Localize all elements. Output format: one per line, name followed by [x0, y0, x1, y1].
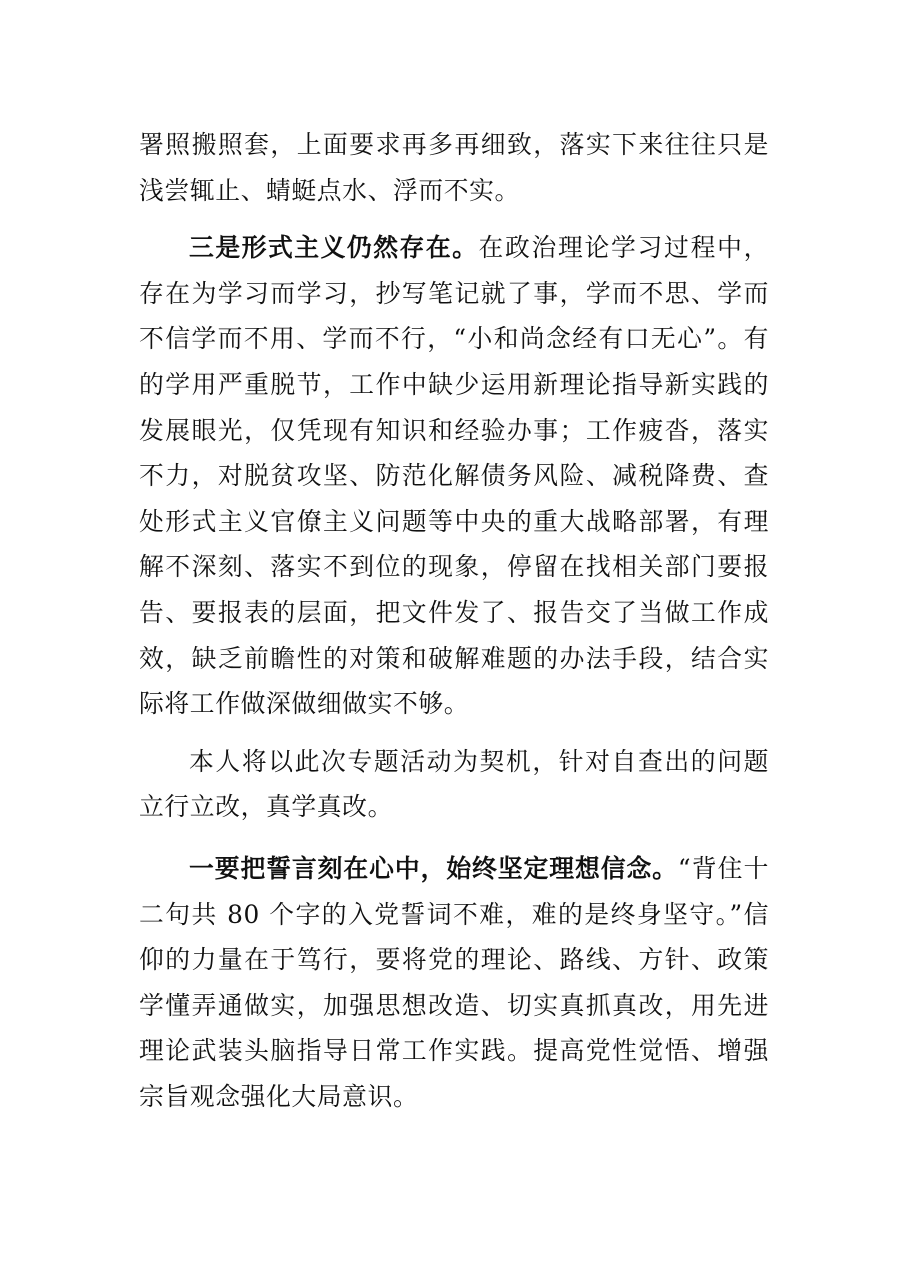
document-body	[139, 122, 769, 1119]
paragraph-heading: 一要把誓言刻在心中，始终坚定理想信念。	[189, 853, 678, 883]
paragraph-text: 在政治理论学习过程中，存在为学习而学习，抄写笔记就了事，学而不思、学而不信学而不用、学而不行，“小和尚念经有口无心”。有的学用严重脱节，工作中缺少运用新理论指导新实践的发展眼光，仅凭现有知识和经验办事；工作疲沓，落实不力，对脱贫攻坚、防范化解债务风险、减税降费、查处形式主义官僚主义问题等中央的重大战略部署，有理解不深刻、落实不到位的现象，停留在找相关部门要报告、要报表的层面，把文件发了、报告交了当做工作成效，缺乏前瞻性的对策和破解难题的办法手段，结合实际将工作做深做细做实不够。	[139, 233, 769, 719]
paragraph-continuation	[139, 122, 769, 213]
paragraph-text: 本人将以此次专题活动为契机，针对自查出的问题立行立改，真学真改。	[139, 746, 769, 822]
paragraph-heading: 三是形式主义仍然存在。	[189, 233, 479, 263]
paragraph-formalism	[139, 225, 769, 727]
paragraph-oath	[139, 846, 769, 1120]
paragraph-text: “背住十二句共 80 个字的入党誓词不难，难的是终身坚守。”信仰的力量在于笃行，要将党的理论、路线、方针、政策学懂弄通做实，加强思想改造、切实真抓真改，用先进理论武装头脑指导日常工作实践。提高党性觉悟、增强宗旨观念强化大局意识。	[139, 853, 769, 1111]
paragraph-text: 署照搬照套，上面要求再多再细致，落实下来往往只是浅尝辄止、蜻蜓点水、浮而不实。	[139, 130, 769, 205]
paragraph-commitment	[139, 739, 769, 830]
